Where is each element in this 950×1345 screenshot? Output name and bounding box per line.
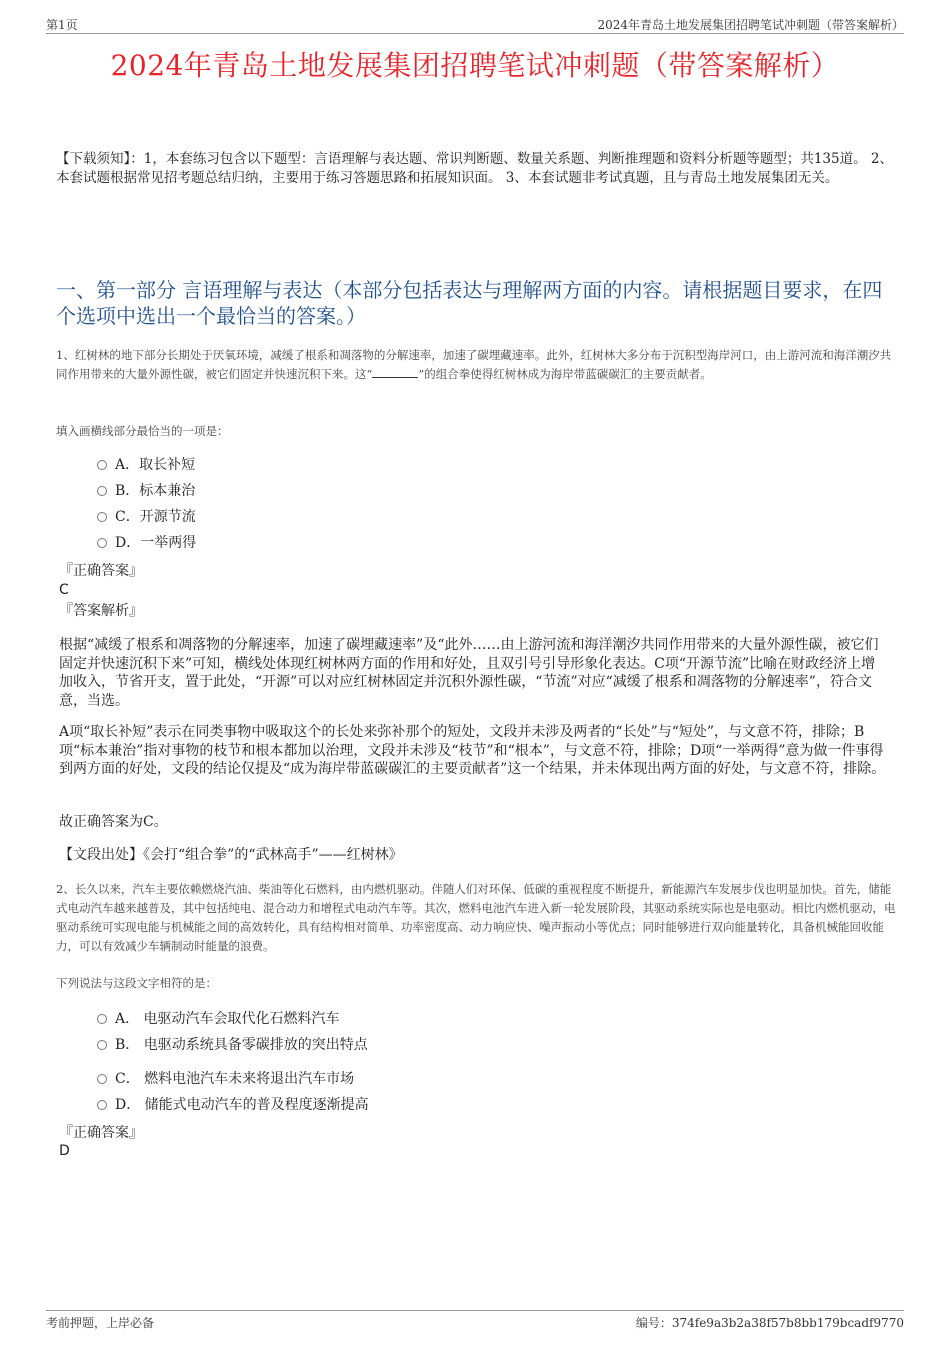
footer-divider xyxy=(46,1310,904,1311)
question-1-prompt: 填入画横线部分最恰当的一项是： xyxy=(56,424,229,438)
option-text: B． 电驱动系统具备零碳排放的突出特点 xyxy=(115,1037,368,1053)
footer-slogan: 考前押题，上岸必备 xyxy=(46,1316,155,1330)
option-text: C． 燃料电池汽车未来将退出汽车市场 xyxy=(115,1071,355,1087)
question-1-stem-before: 1、红树林的地下部分长期处于厌氧环境，减缓了根系和凋落物的分解速率，加速了碳埋藏速率。此外，红树林大多分布于沉积型海岸河口，由上游河流和海洋潮汐共同作用带来的大量外源性碳，被它们固定并快速沉积下来。这“ xyxy=(56,348,892,381)
question-2-stem: 2、长久以来，汽车主要依赖燃烧汽油、柴油等化石燃料，由内燃机驱动。伴随人们对环保、低碳的重视程度不断提升，新能源汽车发展步伐也明显加快。首先，储能式电动汽车越来越普及，其中包括纯电、混合动力和增程式电动汽车等。其次，燃料电池汽车进入新一轮发展阶段，其驱动系统实际也是电驱动。相比内燃机驱动，电驱动系统可实现电能与机械能之间的高效转化，具有结构相对简单、功率密度高、动力响应快、噪声振动小等优点；同时能够进行双向能量转化，具备机械能回收能力，可以有效减少车辆制动时能量的浪费。 xyxy=(56,882,896,953)
q1-analysis-label: 『答案解析』 xyxy=(59,603,143,619)
radio-icon[interactable] xyxy=(97,460,107,470)
radio-icon[interactable] xyxy=(97,1074,107,1084)
radio-icon[interactable] xyxy=(97,1040,107,1050)
radio-icon[interactable] xyxy=(97,512,107,522)
q2-option-c[interactable] xyxy=(97,1069,354,1089)
q1-analysis-conclusion: 故正确答案为C。 xyxy=(59,814,168,830)
q1-option-d[interactable] xyxy=(97,533,196,553)
section-heading: 一、第一部分 言语理解与表达（本部分包括表达与理解两方面的内容。请根据题目要求，在四个选项中选出一个最恰当的答案。） xyxy=(56,278,883,328)
document-id: 编号：374fe9a3b2a38f57b8bb179bcadf9770 xyxy=(635,1316,904,1330)
option-text: D．一举两得 xyxy=(115,535,197,551)
question-1-stem-after: ”的组合拳使得红树林成为海岸带蓝碳碳汇的主要贡献者。 xyxy=(418,367,712,381)
q1-answer-label: 『正确答案』 xyxy=(59,563,143,579)
q1-option-c[interactable] xyxy=(97,507,196,527)
radio-icon[interactable] xyxy=(97,538,107,548)
question-2-prompt: 下列说法与这段文字相符的是： xyxy=(56,976,217,990)
page-number: 第1页 xyxy=(46,18,78,32)
q2-answer: D xyxy=(59,1143,70,1159)
q1-source: 【文段出处】《会打“组合拳”的“武林高手”——红树林》 xyxy=(59,847,403,863)
q1-option-a[interactable] xyxy=(97,455,195,475)
option-text: D． 储能式电动汽车的普及程度逐渐提高 xyxy=(115,1097,369,1113)
q2-option-a[interactable] xyxy=(97,1009,340,1029)
option-text: B．标本兼治 xyxy=(115,483,196,499)
q1-analysis-paragraph-1: 根据“减缓了根系和凋落物的分解速率，加速了碳埋藏速率”及“此外……由上游河流和海洋潮汐共同作用带来的大量外源性碳，被它们固定并快速沉积下来”可知，横线处体现红树林两方面的作用和好处，且双引号引导形象化表达。C项“开源节流”比喻在财政经济上增加收入，节省开支，置于此处，“开源”可以对应红树林固定并沉积外源性碳，“节流”对应“减缓了根系和凋落物的分解速率”，符合文意，当选。 xyxy=(59,637,879,709)
radio-icon[interactable] xyxy=(97,486,107,496)
document-title: 2024年青岛土地发展集团招聘笔试冲刺题（带答案解析） xyxy=(110,49,840,82)
radio-icon[interactable] xyxy=(97,1100,107,1110)
header-divider xyxy=(46,33,904,34)
q2-option-d[interactable] xyxy=(97,1095,369,1115)
q1-analysis-paragraph-2: A项“取长补短”表示在同类事物中吸取这个的长处来弥补那个的短处，文段并未涉及两者的“长处”与“短处”，与文意不符，排除；B项“标本兼治”指对事物的枝节和根本都加以治理，文段并未涉及“枝节”和“根本”，与文意不符，排除；D项“一举两得”意为做一件事得到两方面的好处，文段的结论仅提及“成为海岸带蓝碳碳汇的主要贡献者”这一个结果，并未体现出两方面的好处，与文意不符，排除。 xyxy=(59,724,886,777)
q1-answer: C xyxy=(59,582,69,598)
download-notice: 【下载须知】：1，本套练习包含以下题型：言语理解与表达题、常识判断题、数量关系题、判断推理题和资料分析题等题型；共135道。 2、本套试题根据常见招考题总结归纳，主要用于练习答题思路和拓展知识面。 3、本套试题非考试真题，且与青岛土地发展集团无关。 xyxy=(56,151,893,186)
running-title: 2024年青岛土地发展集团招聘笔试冲刺题（带答案解析） xyxy=(597,18,904,32)
q2-answer-label: 『正确答案』 xyxy=(59,1125,143,1141)
q2-option-b[interactable] xyxy=(97,1035,368,1055)
q1-option-b[interactable] xyxy=(97,481,195,501)
fill-blank xyxy=(372,367,418,378)
option-text: C．开源节流 xyxy=(115,509,196,525)
option-text: A．取长补短 xyxy=(115,457,196,473)
option-text: A． 电驱动汽车会取代化石燃料汽车 xyxy=(115,1011,340,1027)
radio-icon[interactable] xyxy=(97,1014,107,1024)
question-1-stem xyxy=(56,346,901,384)
